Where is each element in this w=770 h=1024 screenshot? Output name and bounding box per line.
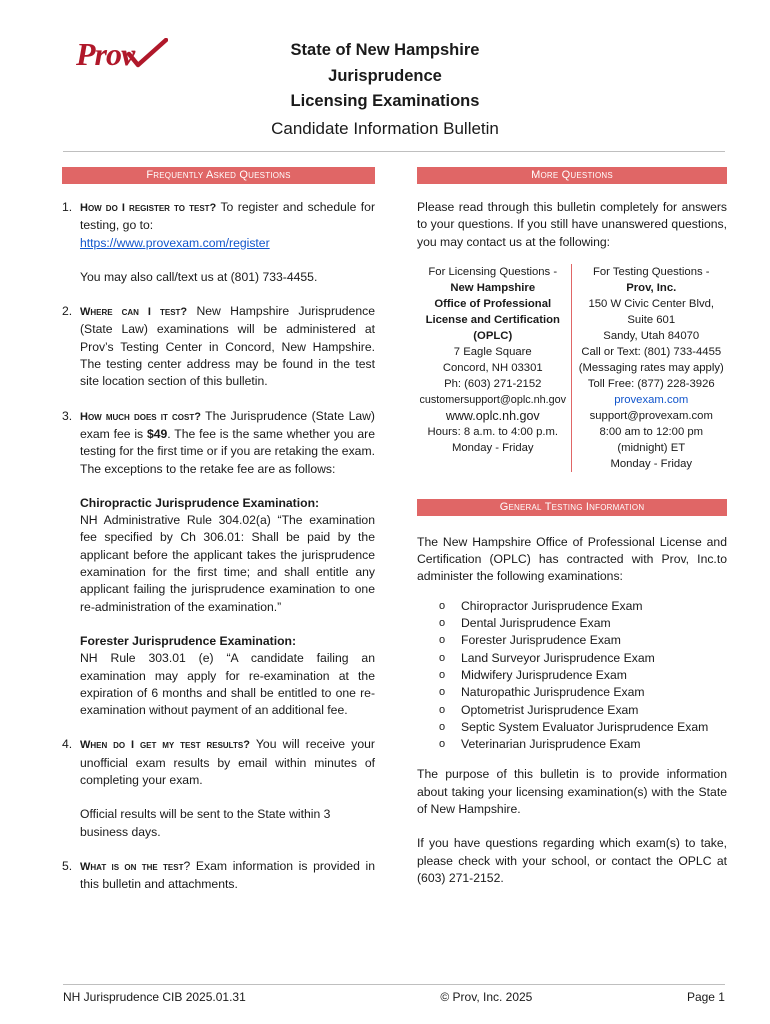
oplc-name-4: (OPLC) bbox=[473, 329, 513, 342]
prov-address-3: Sandy, Utah 84070 bbox=[603, 329, 700, 342]
exam-name: Forester Jurisprudence Exam bbox=[461, 633, 621, 648]
bullet-icon: o bbox=[439, 686, 446, 699]
faq-band-label: Frequently Asked Questions bbox=[146, 169, 291, 181]
exam-fee: $49 bbox=[146, 426, 168, 441]
exam-name: Land Surveyor Jurisprudence Exam bbox=[461, 650, 655, 665]
footer-copyright: © Prov, Inc. 2025 bbox=[440, 990, 533, 1004]
prov-midnight: (midnight) ET bbox=[617, 441, 686, 454]
prov-website[interactable]: provexam.com bbox=[614, 393, 689, 406]
header-divider bbox=[63, 151, 725, 152]
faq-answer: ? Exam information is provided in this bulletin and attachments. bbox=[80, 858, 375, 892]
oplc-email[interactable]: customersupport@oplc.nh.gov bbox=[419, 393, 567, 406]
exam-name: Dental Jurisprudence Exam bbox=[461, 616, 611, 631]
faq-band bbox=[62, 167, 375, 184]
testing-label: For Testing Questions - bbox=[592, 265, 710, 278]
oplc-address-1: 7 Eagle Square bbox=[453, 345, 532, 358]
exam-name: Chiropractor Jurisprudence Exam bbox=[461, 598, 643, 613]
exam-list-item bbox=[439, 684, 727, 701]
faq-question: When do I get my test results? bbox=[80, 739, 250, 752]
oplc-name-3: License and Certification bbox=[425, 313, 560, 326]
exam-name: Naturopathic Jurisprudence Exam bbox=[461, 685, 645, 700]
faq-item-2 bbox=[62, 303, 375, 390]
general-intro: The New Hampshire Office of Professional License and Certification (OPLC) has contracted with Prov, Inc.to administer the following examinations: bbox=[417, 534, 727, 584]
faq-official-results: Official results will be sent to the State within 3 business days. bbox=[80, 807, 331, 839]
licensing-label: For Licensing Questions - bbox=[428, 265, 558, 278]
faq-answer: The Jurisprudence (State Law) exam fee is bbox=[80, 408, 375, 441]
oplc-phone: Ph: (603) 271-2152 bbox=[444, 377, 542, 390]
prov-days: Monday - Friday bbox=[610, 457, 693, 470]
exam-name: Midwifery Jurisprudence Exam bbox=[461, 667, 627, 682]
chiro-title: Chiropractic Jurisprudence Examination: bbox=[80, 495, 320, 510]
oplc-name-2: Office of Professional bbox=[434, 297, 552, 310]
faq-answer: You will receive your unofficial exam results by email within minutes of completing your exam. bbox=[80, 737, 375, 788]
general-band-label: General Testing Information bbox=[499, 501, 645, 513]
prov-call: Call or Text: (801) 733-4455 bbox=[581, 345, 722, 358]
prov-toll-free: Toll Free: (877) 228-3926 bbox=[587, 377, 715, 390]
faq-call-text: You may also call/text us at (801) 733-4455. bbox=[80, 269, 318, 284]
prov-name: Prov, Inc. bbox=[626, 281, 677, 294]
exam-list-item bbox=[439, 650, 727, 667]
exam-name: Optometrist Jurisprudence Exam bbox=[461, 702, 639, 717]
page-footer bbox=[63, 984, 725, 1004]
bullet-icon: o bbox=[439, 617, 446, 630]
questions-text: If you have questions regarding which exam(s) to take, please check with your school, or contact the OPLC at (603) 271-2152. bbox=[417, 836, 727, 885]
forester-title: Forester Jurisprudence Examination: bbox=[80, 633, 297, 648]
exam-list-item bbox=[439, 615, 727, 632]
testing-contact bbox=[572, 264, 728, 472]
prov-email[interactable]: support@provexam.com bbox=[589, 409, 713, 422]
faq-question: Where can I test? bbox=[80, 306, 188, 319]
more-band-label: More Questions bbox=[531, 169, 613, 181]
prov-rates: (Messaging rates may apply) bbox=[578, 361, 724, 374]
bullet-icon: o bbox=[439, 651, 446, 664]
register-link[interactable]: https://www.provexam.com/register bbox=[80, 235, 270, 250]
bullet-icon: o bbox=[439, 668, 446, 681]
footer-page-number: Page 1 bbox=[686, 990, 725, 1004]
logo-text: Prov bbox=[76, 36, 135, 72]
licensing-contact bbox=[417, 264, 572, 472]
subtitle: Candidate Information Bulletin bbox=[271, 118, 499, 138]
faq-number: 4. bbox=[62, 737, 73, 752]
bullet-icon: o bbox=[439, 720, 446, 733]
faq-question: How much does it cost? bbox=[80, 410, 201, 423]
contact-table bbox=[417, 264, 727, 472]
purpose-text: The purpose of this bulletin is to provide information about taking your licensing examination(s) with the State of New Hampshire. bbox=[417, 767, 727, 817]
prov-address-1: 150 W Civic Center Blvd, bbox=[588, 297, 715, 310]
exam-name: Septic System Evaluator Jurisprudence Exam bbox=[461, 719, 709, 734]
document-title bbox=[0, 38, 770, 142]
exam-list-item bbox=[439, 667, 727, 684]
forester-text: NH Rule 303.01 (e) “A candidate failing an examination may apply for re-examination at the expiration of 6 months and shall be entitled to one re-examination without payment of an additional fee. bbox=[80, 651, 375, 718]
faq-item-1 bbox=[62, 199, 375, 252]
chiro-exception bbox=[80, 495, 375, 616]
oplc-days: Monday - Friday bbox=[451, 441, 534, 454]
oplc-address-2: Concord, NH 03301 bbox=[442, 361, 543, 374]
faq-answer-cont: . The fee is the same whether you are testing for the first time or if you are retaking the exam. The exceptions to the retake fee are as follows: bbox=[80, 426, 375, 476]
faq-question: How do I register to test? bbox=[80, 202, 217, 214]
faq-number: 5. bbox=[62, 858, 73, 873]
exam-name: Veterinarian Jurisprudence Exam bbox=[461, 737, 641, 752]
exam-list-item bbox=[439, 632, 727, 649]
oplc-website[interactable]: www.oplc.nh.gov bbox=[445, 408, 540, 423]
exam-list-item bbox=[439, 719, 727, 736]
faq-answer: New Hampshire Jurisprudence (State Law) examinations will be administered at Prov’s Testing Center in Concord, New Hampshire. The testing center address may be found in the test site location section of this bulletin. bbox=[80, 304, 375, 389]
title-line-1: State of New Hampshire bbox=[290, 41, 480, 59]
prov-address-2: Suite 601 bbox=[627, 313, 676, 326]
exam-list-item bbox=[439, 598, 727, 615]
chiro-text: NH Administrative Rule 304.02(a) “The examination fee specified by Ch 306.01: Shall be paid by the applicant before the applicant takes the jurisprudence examination for the first time; and shall entitle any applicant failing the jurisprudence examination to one re-administration of the examination.” bbox=[80, 513, 375, 614]
faq-column bbox=[62, 199, 375, 894]
bullet-icon: o bbox=[439, 634, 446, 647]
faq-item-4 bbox=[62, 736, 375, 789]
faq-answer: To register and schedule for testing, go to: bbox=[80, 200, 376, 233]
more-intro: Please read through this bulletin completely for answers to your questions. If you still have unanswered questions, you may contact us at the following: bbox=[417, 200, 727, 249]
faq-number: 2. bbox=[62, 304, 73, 319]
more-questions-band bbox=[417, 167, 727, 184]
bullet-icon: o bbox=[439, 599, 446, 612]
prov-hours: 8:00 am to 12:00 pm bbox=[599, 425, 704, 438]
footer-doc-id: NH Jurisprudence CIB 2025.01.31 bbox=[63, 990, 246, 1004]
title-line-3: Licensing Examinations bbox=[290, 92, 480, 110]
faq-item-5 bbox=[62, 858, 375, 894]
faq-item-3 bbox=[62, 408, 375, 478]
faq-number: 3. bbox=[62, 408, 73, 423]
oplc-name-1: New Hampshire bbox=[450, 281, 536, 294]
oplc-hours: Hours: 8 a.m. to 4:00 p.m. bbox=[427, 425, 559, 438]
more-questions-column bbox=[417, 199, 727, 887]
bullet-icon: o bbox=[439, 703, 446, 716]
faq-question: What is on the test bbox=[80, 860, 184, 873]
exam-list bbox=[417, 598, 727, 754]
faq-number: 1. bbox=[62, 200, 73, 214]
exam-list-item bbox=[439, 736, 727, 753]
forester-exception bbox=[80, 633, 375, 719]
bullet-icon: o bbox=[439, 738, 446, 751]
exam-list-item bbox=[439, 702, 727, 719]
title-line-2: Jurisprudence bbox=[328, 66, 442, 85]
